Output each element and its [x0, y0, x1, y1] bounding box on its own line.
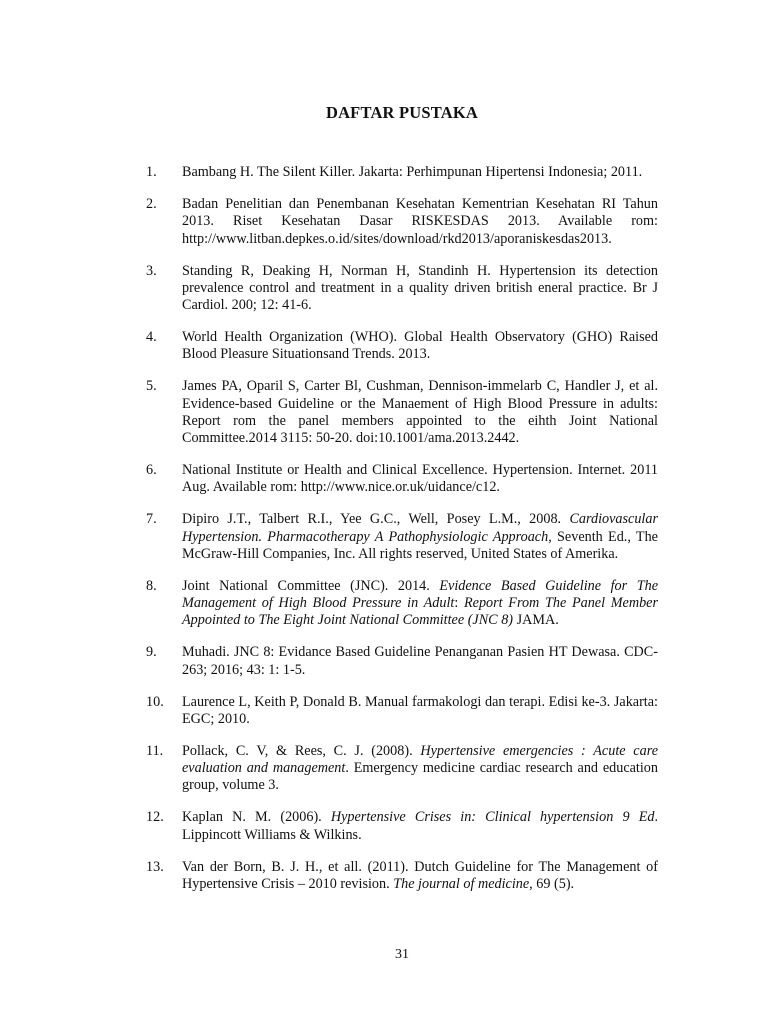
- reference-text: [182, 644, 658, 677]
- reference-list: [146, 164, 658, 908]
- reference-number: 9.: [146, 644, 157, 661]
- reference-segment: . Emergency medicine cardiac research and education group, volume 3.: [182, 760, 658, 794]
- reference-segment: Bambang H. The Silent Killer. Jakarta: Perhimpunan Hipertensi Indonesia; 2011.: [182, 164, 643, 180]
- reference-item: [146, 809, 658, 843]
- reference-text: [182, 809, 658, 842]
- reference-segment: :: [454, 595, 464, 612]
- reference-segment: , Seventh Ed., The McGraw-Hill Companies, Inc. All rights reserved, United States of Amerika.: [182, 528, 658, 562]
- reference-item: [146, 196, 658, 248]
- reference-text: [182, 511, 658, 561]
- reference-item: [146, 329, 658, 363]
- reference-text: [182, 694, 658, 727]
- reference-segment: Pollack, C. V, & Rees, C. J. (2008).: [182, 742, 421, 759]
- reference-item: [146, 578, 658, 630]
- reference-text: [182, 196, 658, 246]
- reference-item: [146, 263, 658, 315]
- reference-italic-segment: Hypertensive Crises in: Clinical hypertension 9 Ed: [330, 809, 655, 826]
- reference-item: [146, 743, 658, 795]
- reference-text: [182, 743, 658, 793]
- reference-segment: Joint National Committee (JNC). 2014.: [182, 577, 440, 594]
- reference-number: 5.: [146, 378, 157, 395]
- reference-item: [146, 511, 658, 563]
- reference-italic-segment: Report From The Panel Member Appointed to The Eight Joint National Committee (JNC 8): [182, 595, 658, 629]
- reference-number: 4.: [146, 329, 157, 346]
- reference-text: [182, 859, 658, 892]
- reference-number: 7.: [146, 511, 157, 528]
- reference-number: 10.: [146, 693, 164, 710]
- reference-number: 13.: [146, 858, 164, 875]
- reference-segment: World Health Organization (WHO). Global Health Observatory (GHO) Raised Blood Pleasure Situationsand Trends. 2013.: [182, 329, 658, 363]
- reference-number: 8.: [146, 577, 157, 594]
- reference-segment: Kaplan N. M. (2006).: [182, 809, 331, 826]
- reference-number: 1.: [146, 164, 157, 180]
- reference-text: [182, 378, 658, 446]
- reference-text: [182, 263, 658, 313]
- reference-segment: , 69 (5).: [529, 875, 575, 892]
- reference-number: 3.: [146, 262, 157, 279]
- reference-number: 2.: [146, 196, 157, 213]
- reference-item: [146, 462, 658, 496]
- reference-segment: JAMA.: [513, 612, 559, 629]
- reference-segment: Laurence L, Keith P, Donald B. Manual farmakologi dan terapi. Edisi ke-3. Jakarta: EGC; 2010.: [182, 693, 658, 727]
- reference-item: [146, 859, 658, 893]
- reference-segment: James PA, Oparil S, Carter Bl, Cushman, Dennison-immelarb C, Handler J, et al. Evidence-based Guideline or the Manaement of High Blood Pressure in adults: Report rom the panel members appointed to the eihth Joint National Committee.2014 3115: 50-20. doi:10.1001/ama.2013.2442.: [182, 378, 658, 446]
- reference-segment: Dipiro J.T., Talbert R.I., Yee G.C., Well, Posey L.M., 2008.: [182, 511, 570, 528]
- reference-item: [146, 694, 658, 728]
- page-number: 31: [395, 947, 409, 962]
- reference-segment: Badan Penelitian dan Penembanan Kesehatan Kementrian Kesehatan RI Tahun 2013. Riset Kesehatan Dasar RISKESDAS 2013. Available rom: http://www.litban.depkes.o.id/sites/download/rkd2013/aporaniskesdas2013.: [182, 196, 658, 247]
- reference-text: [182, 462, 658, 495]
- reference-segment: National Institute or Health and Clinical Excellence. Hypertension. Internet. 2011 Aug. Available rom: http://www.nice.or.uk/uidance/c12.: [182, 462, 658, 496]
- reference-italic-segment: The journal of medicine: [393, 875, 530, 892]
- reference-item: [146, 164, 658, 181]
- reference-text: [182, 578, 658, 628]
- reference-number: 11.: [146, 742, 164, 759]
- page-title: DAFTAR PUSTAKA: [325, 103, 479, 122]
- reference-number: 6.: [146, 462, 157, 479]
- reference-italic-segment: Evidence Based Guideline for The Management of High Blood Pressure in Adult: [182, 577, 658, 612]
- reference-item: [146, 644, 658, 678]
- reference-segment: Standing R, Deaking H, Norman H, Standinh H. Hypertension its detection prevalence control and treatment in a quality driven british eneral practice. Br J Cardiol. 200; 12: 41-6.: [182, 262, 658, 313]
- reference-italic-segment: Cardiovascular Hypertension. Pharmacotherapy A Pathophysiologic Approach: [182, 511, 658, 545]
- reference-text: [182, 329, 658, 362]
- reference-text: [182, 164, 642, 180]
- reference-item: [146, 378, 658, 447]
- reference-number: 12.: [146, 809, 164, 826]
- reference-segment: . Lippincott Williams & Wilkins.: [182, 809, 658, 843]
- reference-segment: Muhadi. JNC 8: Evidance Based Guideline Penanganan Pasien HT Dewasa. CDC-263; 2016; 43: 1: 1-5.: [182, 644, 658, 678]
- reference-segment: Van der Born, B. J. H., et all. (2011). Dutch Guideline for The Management of Hypertensive Crisis – 2010 revision.: [182, 858, 658, 892]
- reference-italic-segment: Hypertensive emergencies : Acute care evaluation and management: [182, 742, 658, 777]
